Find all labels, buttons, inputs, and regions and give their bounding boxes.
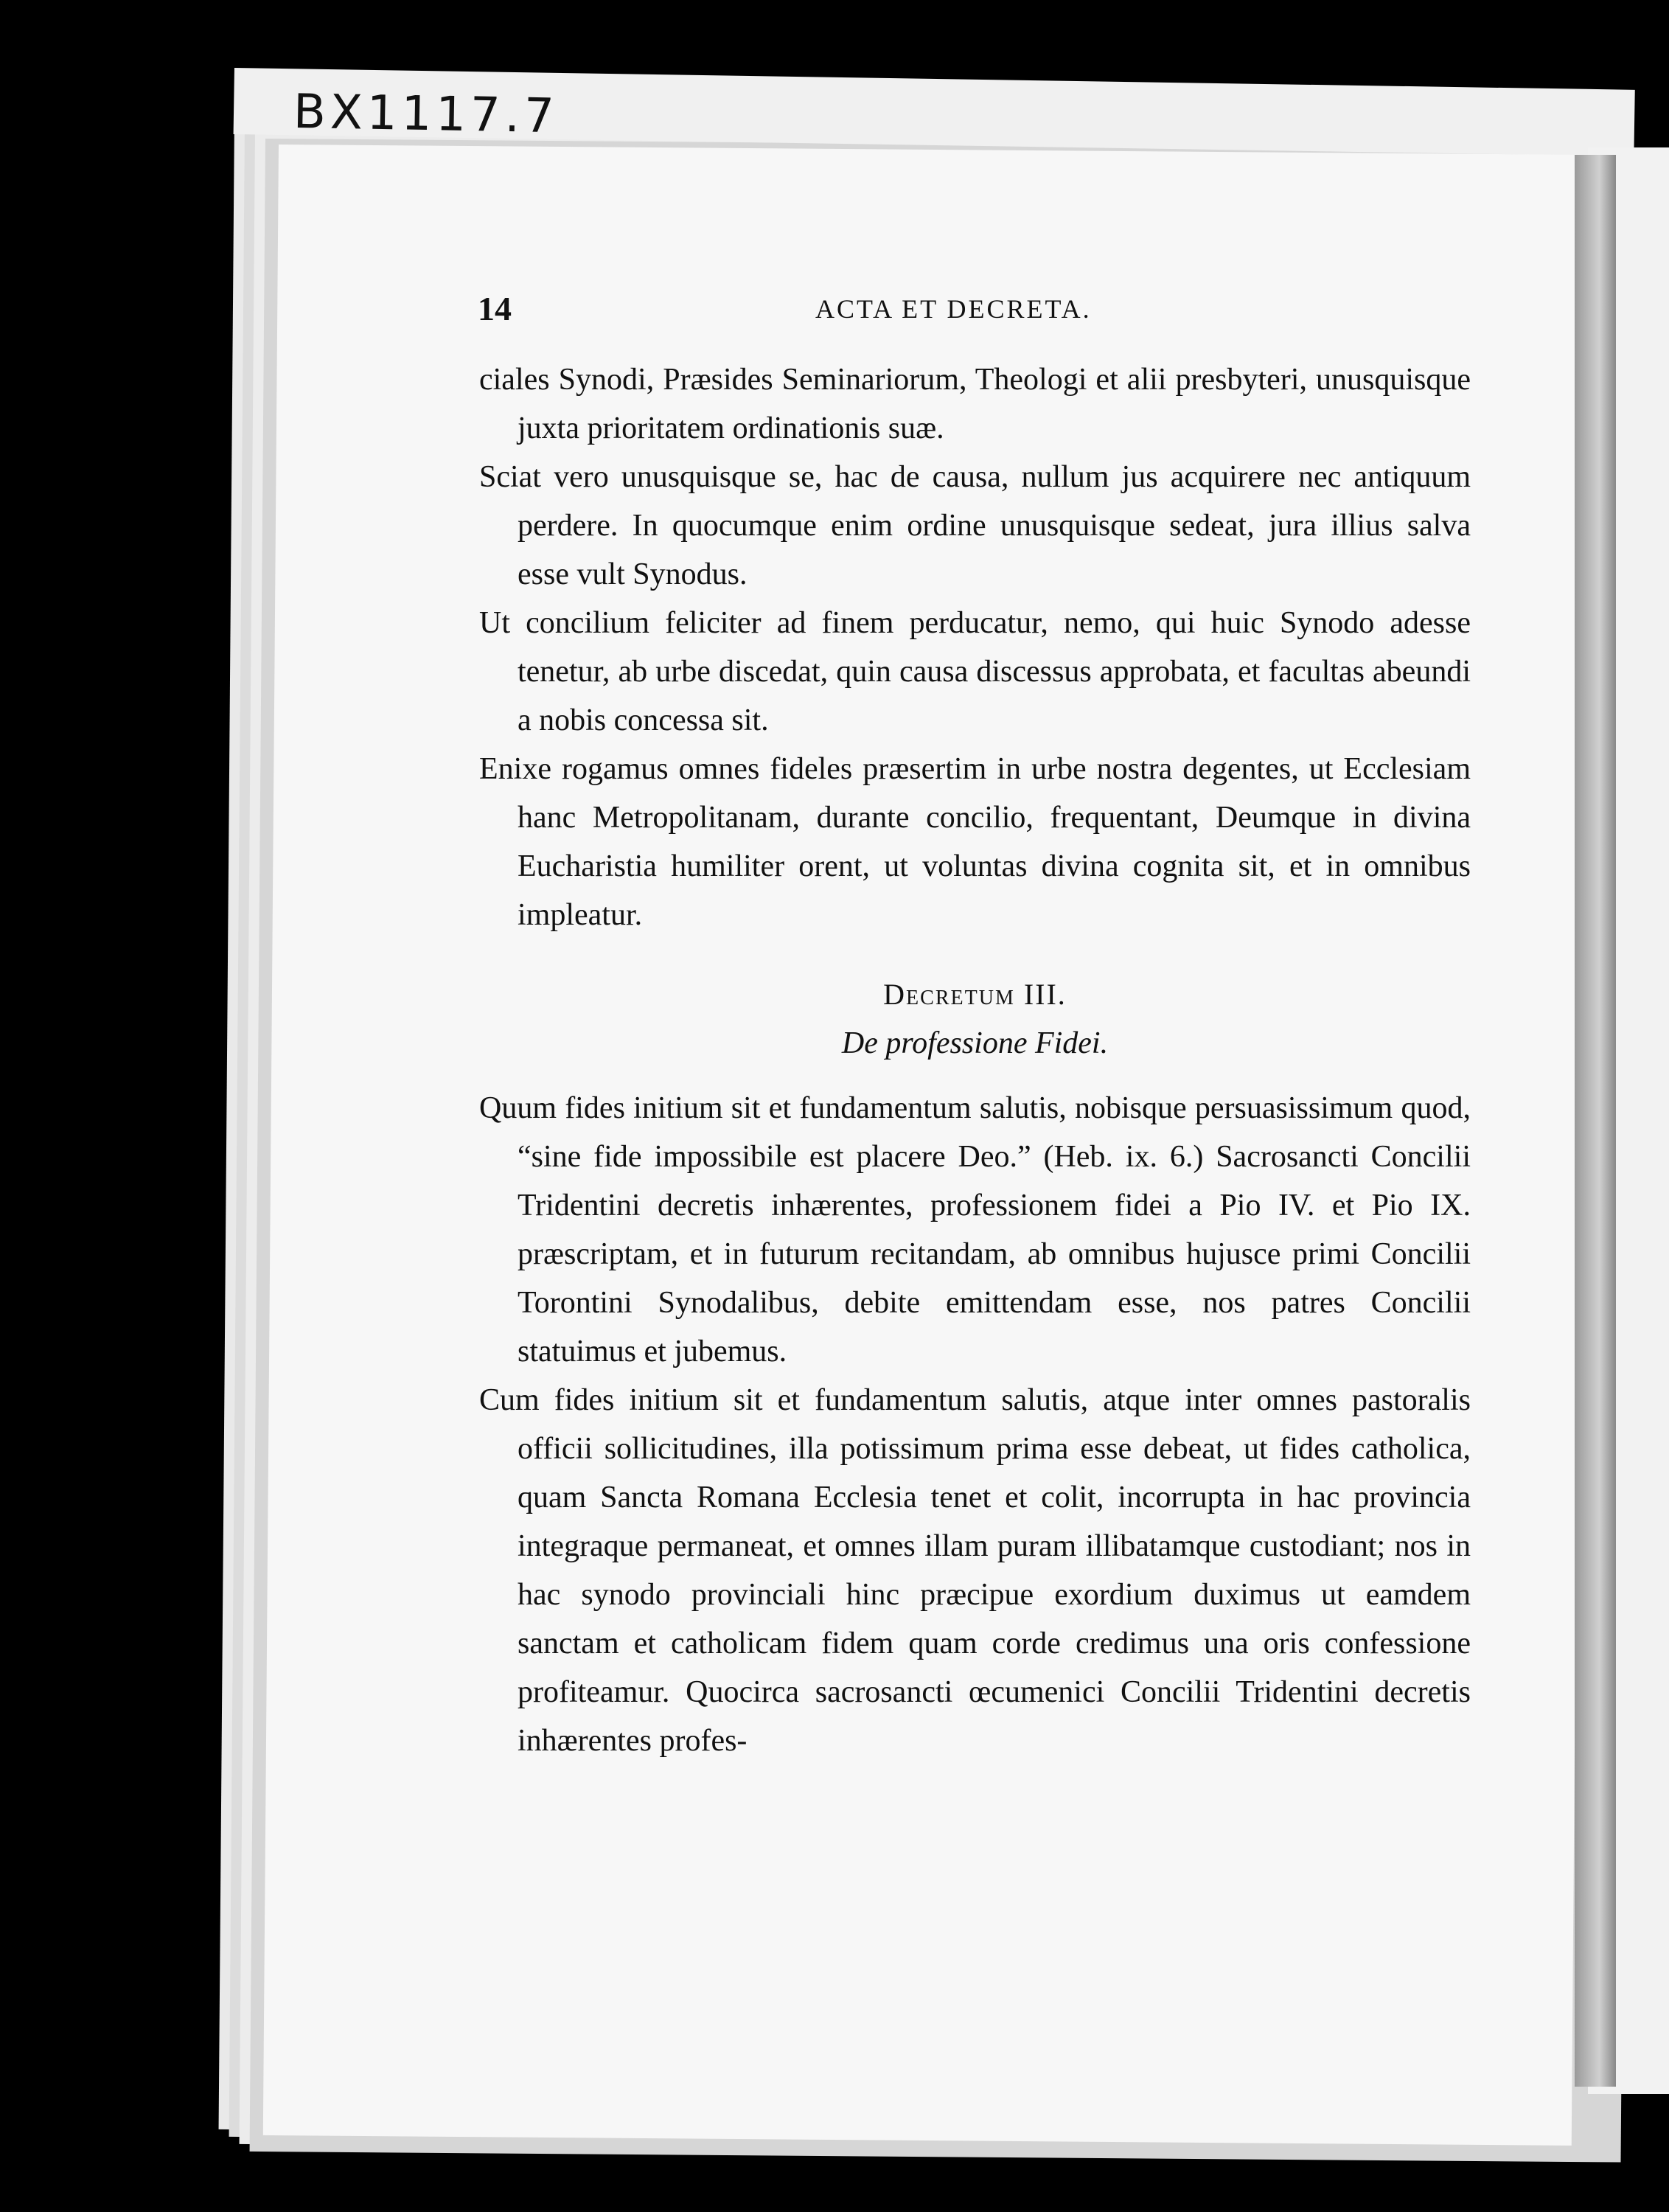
body-text [479,355,1471,1765]
page-header [478,289,1473,333]
running-head: ACTA ET DECRETA. [815,294,1092,324]
book-spine-shadow [1575,155,1616,2087]
decree-subtitle: De professione Fidei. [841,1026,1109,1060]
paragraph: Enixe rogamus omnes fideles præsertim in urbe nostra degentes, ut Ecclesiam hanc Metropolitanam, durante concilio, frequentant, Deumque in divina Eucharistia humiliter orent, ut voluntas divina cognita sit, et in omnibus impleatur. [479,752,1471,932]
paragraph: ciales Synodi, Præsides Seminariorum, Theologi et alii presbyteri, unusquisque juxta prioritatem ordinationis suæ. [479,363,1471,445]
paragraph: Ut concilium feliciter ad finem perducatur, nemo, qui huic Synodo adesse tenetur, ab urbe discedat, quin causa discessus approbata, et facultas abeundi a nobis concessa sit. [479,606,1471,737]
paragraph: Sciat vero unusquisque se, hac de causa, nullum jus acquirere nec antiquum perdere. In quocumque enim ordine unusquisque sedeat, jura illius salva esse vult Synodus. [479,460,1471,591]
decree-title: Decretum III. [883,978,1067,1011]
page-number: 14 [478,290,512,327]
paragraph: Quum fides initium sit et fundamentum salutis, nobisque persuasissimum quod, “sine fide impossibile est placere Deo.” (Heb. ix. 6.) Sacrosancti Concilii Tridentini decretis inhærentes, professionem fidei a Pio IV. et Pio IX. præscriptam, et in futurum recitandam, ab omnibus hujusce primi Concilii Torontini Synodalibus, debite emittendam esse, nos patres Concilii statuimus et jubemus. [479,1091,1471,1368]
decree-heading [479,970,1471,1068]
paragraph: Cum fides initium sit et fundamentum salutis, atque inter omnes pastoralis officii sollicitudines, illa potissimum prima esse debeat, ut fides catholica, quam Sancta Romana Ecclesia tenet et colit, incorrupta in hac provincia integraque permaneat, et omnes illam puram illibatamque custodiant; nos in hac synodo provinciali hinc præcipue exordium duximus ut eamdem sanctam et catholicam fidem quam corde credimus una oris confessione profiteamur. Quocirca sacrosancti œcumenici Concilii Tridentini decretis inhærentes profes- [479,1383,1471,1758]
call-number: BX1117.7 [293,84,560,145]
